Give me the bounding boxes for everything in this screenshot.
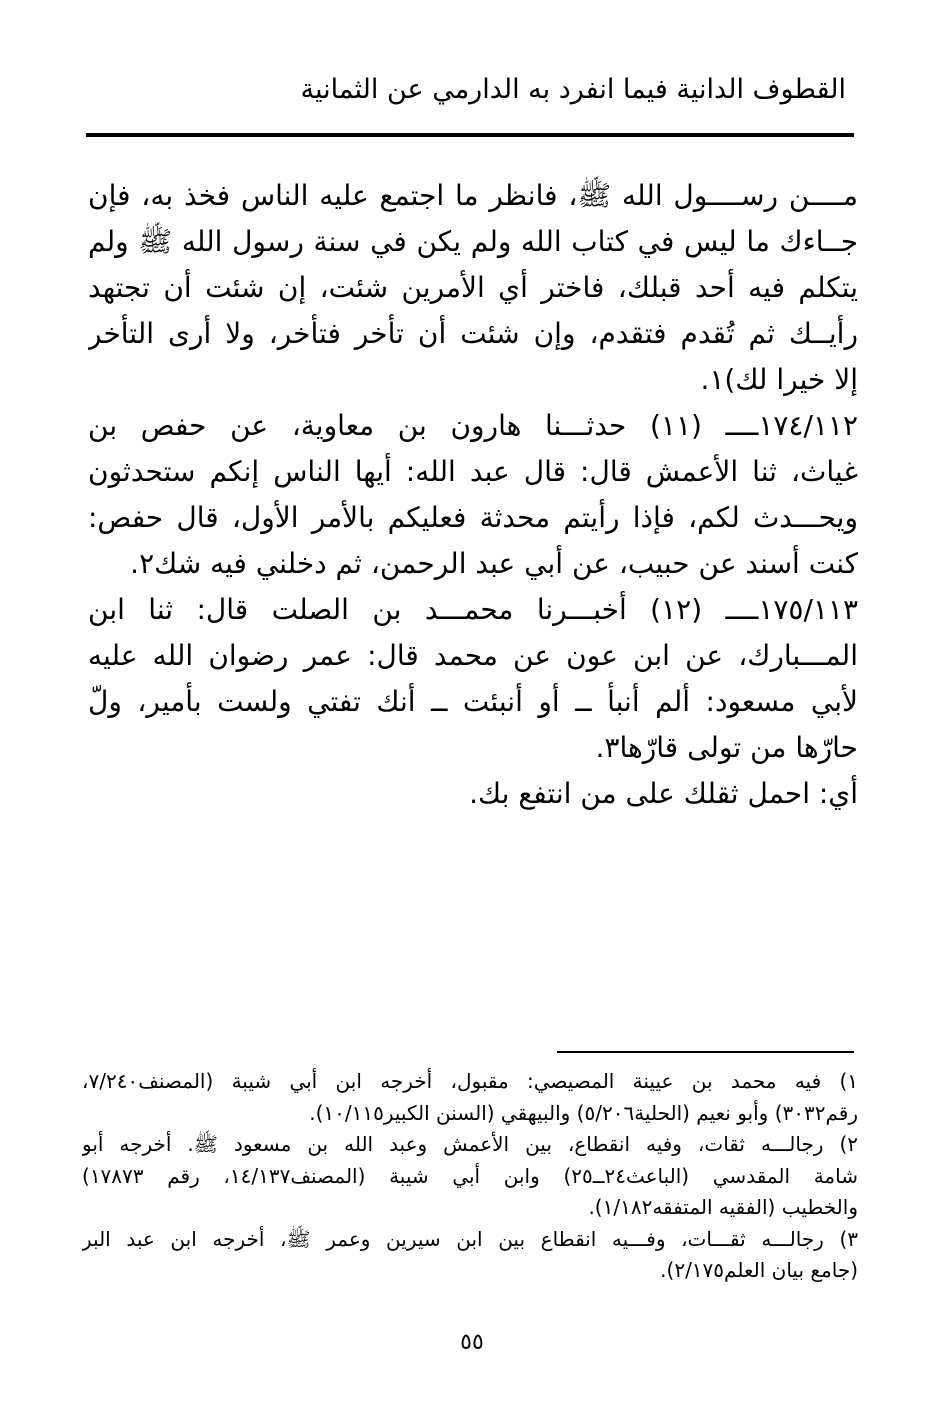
body-line: إلا خيرا لك)١. (700, 363, 858, 396)
footnote-line: ١) فيه محمد بن عيينة المصيصي: مقبول، أخرجه ابن أبي شيبة (المصنف٧/٢٤٠، (82, 1069, 858, 1093)
main-text (88, 173, 858, 817)
body-line: ويحـــدث لكم، فإذا رأيتم محدثة فعليكم بالأمر الأول، قال حفص: (88, 501, 858, 534)
page-number: ٥٥ (460, 1330, 484, 1355)
footnote-separator (557, 1051, 854, 1053)
body-line: يتكلم فيه أحد قبلك، فاختر أي الأمرين شئت، إن شئت أن تجتهد (88, 271, 858, 304)
body-line: مــــن رســــول الله ﷺ، فانظر ما اجتمع عليه الناس فخذ به، فإن (88, 179, 858, 212)
body-line: جــاءك ما ليس في كتاب الله ولم يكن في سنة رسول الله ﷺ ولم (88, 225, 858, 258)
body-line: كنت أسند عن حبيب، عن أبي عبد الرحمن، ثم دخلني فيه شك٢. (130, 547, 858, 580)
footnotes (82, 1066, 858, 1287)
footnote-line: رقم٣٠٣٢) وأبو نعيم (الحلية٥/٢٠٦) والبيهقي (السنن الكبير١٠/١١٥). (309, 1100, 858, 1125)
body-line: المـــبارك، عن ابن عون عن محمد قال: عمر رضوان الله عليه (88, 639, 858, 672)
body-line: أي: احمل ثقلك على من انتفع بك. (469, 777, 858, 810)
hadith-174-heading-line: ١٧٤/١١٢ــــ (١١) حدثـــنا هارون بن معاوية، عن حفص بن (88, 409, 858, 442)
body-line: حارّها من تولى قارّها٣. (595, 731, 858, 764)
hadith-175-heading-line: ١٧٥/١١٣ــــ (١٢) أخبـــرنا محمـــد بن الصلت قال: ثنا ابن (88, 593, 858, 626)
body-line: رأيــك ثم تُقدم فتقدم، وإن شئت أن تأخر فتأخر، ولا أرى التأخر (88, 317, 858, 350)
body-line: لأبي مسعود: ألم أنبأ ــ أو أنبئت ــ أنك تفتي ولست بأمير، ولّ (88, 685, 858, 718)
body-line: غياث، ثنا الأعمش قال: قال عبد الله: أيها الناس إنكم ستحدثون (88, 455, 858, 488)
footnote-line: ٢) رجالـــه ثقات، وفيه انقطاع، بين الأعمش وعبد الله بن مسعود ﷺ. أخرجه أبو (82, 1132, 858, 1156)
footnote-line: (جامع بيان العلم٢/١٧٥). (660, 1258, 858, 1282)
footnote-line: والخطيب (الفقيه المتفقه١/١٨٢). (588, 1195, 858, 1219)
footnote-line: ٣) رجالـــه ثقـــات، وفـــيه انقطاع بين ابن سيرين وعمر ﷺ، أخرجه ابن عبد البر (82, 1226, 858, 1251)
running-header-title: القطوف الدانية فيما انفرد به الدارمي عن الثمانية (300, 74, 846, 105)
footnote-line: شامة المقدسي (الباعث٢٤ــ٢٥) وابن أبي شيبة (المصنف١٤/١٣٧، رقم ١٧٨٧٣) (82, 1163, 858, 1188)
header-rule (86, 133, 854, 137)
